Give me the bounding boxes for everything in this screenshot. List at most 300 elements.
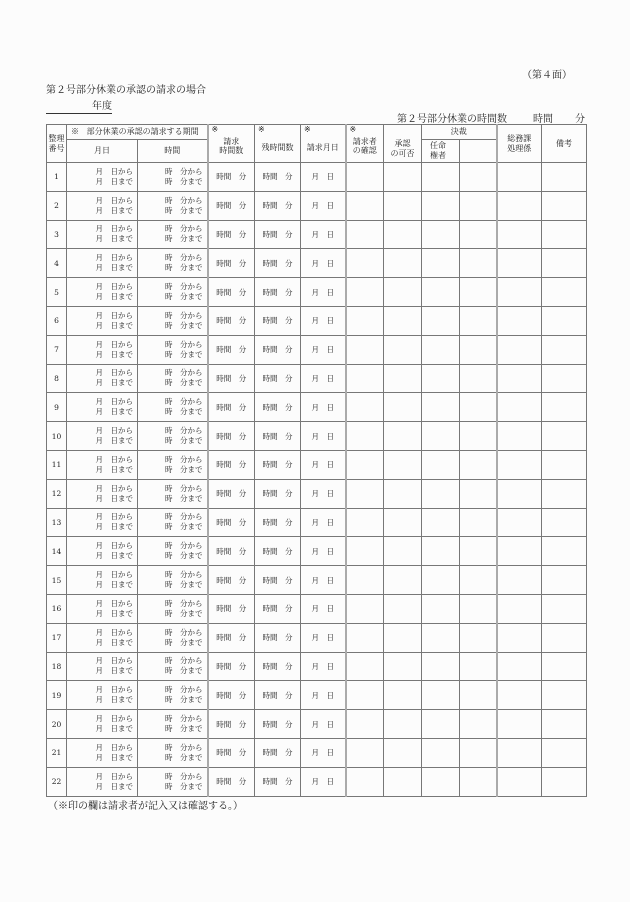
appointer-cell[interactable] xyxy=(422,278,460,307)
remaining-hours-cell[interactable]: 時間 分 xyxy=(255,738,301,767)
period-time-cell[interactable]: 時 分から 時 分まで xyxy=(138,220,208,249)
remarks-cell[interactable] xyxy=(542,681,587,710)
table-row xyxy=(47,710,587,739)
period-date-cell[interactable]: 月 日から 月 日まで xyxy=(67,479,138,508)
requested-hours-cell[interactable]: 時間 分 xyxy=(208,393,255,422)
general-affairs-cell[interactable] xyxy=(497,393,542,422)
remarks-cell[interactable] xyxy=(542,537,587,566)
row-number: 4 xyxy=(47,249,67,278)
general-affairs-cell[interactable] xyxy=(497,681,542,710)
approval-cell[interactable] xyxy=(384,594,422,623)
requester-confirm-cell[interactable] xyxy=(346,537,384,566)
requester-confirm-cell[interactable] xyxy=(346,652,384,681)
appointer-cell[interactable] xyxy=(422,623,460,652)
remarks-cell[interactable] xyxy=(542,594,587,623)
requested-hours-cell[interactable]: 時間 分 xyxy=(208,220,255,249)
period-date-cell[interactable]: 月 日から 月 日まで xyxy=(67,422,138,451)
approval-cell[interactable] xyxy=(384,220,422,249)
remaining-hours-cell[interactable]: 時間 分 xyxy=(255,364,301,393)
appointer-cell[interactable] xyxy=(422,450,460,479)
request-date-cell[interactable]: 月 日 xyxy=(301,623,346,652)
request-date-cell[interactable]: 月 日 xyxy=(301,594,346,623)
request-date-cell[interactable]: 月 日 xyxy=(301,393,346,422)
row-number: 5 xyxy=(47,278,67,307)
requester-confirm-cell[interactable] xyxy=(346,306,384,335)
table-row xyxy=(47,767,587,796)
requested-hours-cell[interactable]: 時間 分 xyxy=(208,710,255,739)
row-number: 15 xyxy=(47,566,67,595)
row-number: 16 xyxy=(47,594,67,623)
appointer-cell[interactable] xyxy=(422,710,460,739)
remaining-hours-cell[interactable]: 時間 分 xyxy=(255,335,301,364)
requested-hours-cell[interactable]: 時間 分 xyxy=(208,306,255,335)
header-request-date: ※ 請求月日 xyxy=(301,125,346,163)
period-date-cell[interactable]: 月 日から 月 日まで xyxy=(67,738,138,767)
decision-blank-cell[interactable] xyxy=(460,335,497,364)
remaining-hours-cell[interactable]: 時間 分 xyxy=(255,393,301,422)
hours-summary xyxy=(397,110,585,125)
requested-hours-cell[interactable]: 時間 分 xyxy=(208,479,255,508)
requester-confirm-cell[interactable] xyxy=(346,479,384,508)
remarks-cell[interactable] xyxy=(542,566,587,595)
decision-blank-cell[interactable] xyxy=(460,364,497,393)
appointer-cell[interactable] xyxy=(422,767,460,796)
approval-cell[interactable] xyxy=(384,306,422,335)
requester-confirm-cell[interactable] xyxy=(346,450,384,479)
decision-blank-cell[interactable] xyxy=(460,163,497,192)
header-requester-confirm: ※ 請求者 の確認 xyxy=(346,125,384,163)
period-time-cell[interactable]: 時 分から 時 分まで xyxy=(138,306,208,335)
period-time-cell[interactable]: 時 分から 時 分まで xyxy=(138,710,208,739)
period-date-cell[interactable]: 月 日から 月 日まで xyxy=(67,537,138,566)
table-row xyxy=(47,220,587,249)
requester-confirm-cell[interactable] xyxy=(346,249,384,278)
row-number: 10 xyxy=(47,422,67,451)
period-time-cell[interactable]: 時 分から 時 分まで xyxy=(138,508,208,537)
general-affairs-cell[interactable] xyxy=(497,249,542,278)
header-approval: 承認 の可否 xyxy=(384,125,422,163)
form-title: 第２号部分休業の承認の請求の場合 xyxy=(46,85,206,96)
period-time-cell[interactable]: 時 分から 時 分まで xyxy=(138,537,208,566)
remarks-cell[interactable] xyxy=(542,623,587,652)
requester-confirm-cell[interactable] xyxy=(346,594,384,623)
appointer-cell[interactable] xyxy=(422,249,460,278)
row-number: 9 xyxy=(47,393,67,422)
decision-blank-cell[interactable] xyxy=(460,537,497,566)
fiscal-year-field[interactable] xyxy=(46,97,112,114)
approval-cell[interactable] xyxy=(384,163,422,192)
general-affairs-cell[interactable] xyxy=(497,623,542,652)
table-row xyxy=(47,681,587,710)
remarks-cell[interactable] xyxy=(542,278,587,307)
appointer-cell[interactable] xyxy=(422,306,460,335)
decision-blank-cell[interactable] xyxy=(460,681,497,710)
approval-cell[interactable] xyxy=(384,278,422,307)
requester-confirm-cell[interactable] xyxy=(346,422,384,451)
period-date-cell[interactable]: 月 日から 月 日まで xyxy=(67,249,138,278)
table-row xyxy=(47,278,587,307)
remaining-hours-cell[interactable]: 時間 分 xyxy=(255,652,301,681)
general-affairs-cell[interactable] xyxy=(497,767,542,796)
request-date-cell[interactable]: 月 日 xyxy=(301,163,346,192)
table-row xyxy=(47,508,587,537)
row-number: 11 xyxy=(47,450,67,479)
period-time-cell[interactable]: 時 分から 時 分まで xyxy=(138,479,208,508)
remaining-hours-cell[interactable]: 時間 分 xyxy=(255,479,301,508)
period-time-cell[interactable]: 時 分から 時 分まで xyxy=(138,738,208,767)
appointer-cell[interactable] xyxy=(422,594,460,623)
period-time-cell[interactable]: 時 分から 時 分まで xyxy=(138,623,208,652)
requested-hours-cell[interactable]: 時間 分 xyxy=(208,364,255,393)
request-date-cell[interactable]: 月 日 xyxy=(301,710,346,739)
approval-cell[interactable] xyxy=(384,335,422,364)
appointer-cell[interactable] xyxy=(422,566,460,595)
decision-blank-cell[interactable] xyxy=(460,710,497,739)
decision-blank-cell[interactable] xyxy=(460,422,497,451)
table-row xyxy=(47,335,587,364)
approval-cell[interactable] xyxy=(384,681,422,710)
requested-hours-cell[interactable]: 時間 分 xyxy=(208,767,255,796)
header-appointer: 任命 権者 xyxy=(422,140,460,163)
appointer-cell[interactable] xyxy=(422,163,460,192)
hours-summary-hours-unit: 時間 xyxy=(533,114,553,125)
approval-cell[interactable] xyxy=(384,566,422,595)
remaining-hours-cell[interactable]: 時間 分 xyxy=(255,623,301,652)
general-affairs-cell[interactable] xyxy=(497,422,542,451)
table-row xyxy=(47,306,587,335)
remaining-hours-cell[interactable]: 時間 分 xyxy=(255,278,301,307)
decision-blank-cell[interactable] xyxy=(460,306,497,335)
table-row xyxy=(47,163,587,192)
appointer-cell[interactable] xyxy=(422,738,460,767)
decision-blank-cell[interactable] xyxy=(460,393,497,422)
general-affairs-cell[interactable] xyxy=(497,594,542,623)
appointer-cell[interactable] xyxy=(422,537,460,566)
appointer-cell[interactable] xyxy=(422,220,460,249)
request-date-cell[interactable]: 月 日 xyxy=(301,508,346,537)
table-row xyxy=(47,364,587,393)
row-number: 8 xyxy=(47,364,67,393)
period-date-cell[interactable]: 月 日から 月 日まで xyxy=(67,335,138,364)
table-row xyxy=(47,450,587,479)
period-date-cell[interactable]: 月 日から 月 日まで xyxy=(67,681,138,710)
remaining-hours-cell[interactable]: 時間 分 xyxy=(255,508,301,537)
decision-blank-cell[interactable] xyxy=(460,220,497,249)
period-time-cell[interactable]: 時 分から 時 分まで xyxy=(138,594,208,623)
page-number-label: （第４面） xyxy=(522,70,572,81)
approval-cell[interactable] xyxy=(384,393,422,422)
decision-blank-cell[interactable] xyxy=(460,594,497,623)
requester-confirm-cell[interactable] xyxy=(346,566,384,595)
approval-cell[interactable] xyxy=(384,364,422,393)
requested-hours-cell[interactable]: 時間 分 xyxy=(208,163,255,192)
remarks-cell[interactable] xyxy=(542,767,587,796)
approval-cell[interactable] xyxy=(384,623,422,652)
general-affairs-cell[interactable] xyxy=(497,278,542,307)
remaining-hours-cell[interactable]: 時間 分 xyxy=(255,710,301,739)
period-time-cell[interactable]: 時 分から 時 分まで xyxy=(138,249,208,278)
approval-cell[interactable] xyxy=(384,479,422,508)
remarks-cell[interactable] xyxy=(542,450,587,479)
period-date-cell[interactable]: 月 日から 月 日まで xyxy=(67,767,138,796)
period-time-cell[interactable]: 時 分から 時 分まで xyxy=(138,163,208,192)
remaining-hours-cell[interactable]: 時間 分 xyxy=(255,306,301,335)
remarks-cell[interactable] xyxy=(542,364,587,393)
period-date-cell[interactable]: 月 日から 月 日まで xyxy=(67,220,138,249)
decision-blank-cell[interactable] xyxy=(460,479,497,508)
row-number: 18 xyxy=(47,652,67,681)
row-number: 6 xyxy=(47,306,67,335)
approval-cell[interactable] xyxy=(384,508,422,537)
request-date-cell[interactable]: 月 日 xyxy=(301,479,346,508)
requester-confirm-cell[interactable] xyxy=(346,710,384,739)
requester-confirm-cell[interactable] xyxy=(346,278,384,307)
period-date-cell[interactable]: 月 日から 月 日まで xyxy=(67,710,138,739)
header-seq-no: 整理 番号 xyxy=(47,125,67,163)
row-number: 14 xyxy=(47,537,67,566)
remaining-hours-cell[interactable]: 時間 分 xyxy=(255,450,301,479)
period-time-cell[interactable]: 時 分から 時 分まで xyxy=(138,364,208,393)
requester-confirm-cell[interactable] xyxy=(346,364,384,393)
period-date-cell[interactable]: 月 日から 月 日まで xyxy=(67,623,138,652)
header-date: 月日 xyxy=(67,140,138,163)
request-date-cell[interactable]: 月 日 xyxy=(301,537,346,566)
period-date-cell[interactable]: 月 日から 月 日まで xyxy=(67,393,138,422)
decision-blank-cell[interactable] xyxy=(460,249,497,278)
remaining-hours-cell[interactable]: 時間 分 xyxy=(255,163,301,192)
header-decision: 決裁 xyxy=(422,125,497,140)
appointer-cell[interactable] xyxy=(422,364,460,393)
remarks-cell[interactable] xyxy=(542,652,587,681)
remarks-cell[interactable] xyxy=(542,422,587,451)
table-row xyxy=(47,566,587,595)
period-time-cell[interactable]: 時 分から 時 分まで xyxy=(138,278,208,307)
requested-hours-cell[interactable]: 時間 分 xyxy=(208,566,255,595)
approval-cell[interactable] xyxy=(384,710,422,739)
general-affairs-cell[interactable] xyxy=(497,191,542,220)
general-affairs-cell[interactable] xyxy=(497,220,542,249)
approval-cell[interactable] xyxy=(384,537,422,566)
appointer-cell[interactable] xyxy=(422,652,460,681)
request-date-cell[interactable]: 月 日 xyxy=(301,278,346,307)
general-affairs-cell[interactable] xyxy=(497,364,542,393)
request-date-cell[interactable]: 月 日 xyxy=(301,767,346,796)
period-time-cell[interactable]: 時 分から 時 分まで xyxy=(138,393,208,422)
requested-hours-cell[interactable]: 時間 分 xyxy=(208,249,255,278)
fiscal-year-label: 年度 xyxy=(92,101,112,112)
requested-hours-cell[interactable]: 時間 分 xyxy=(208,681,255,710)
period-date-cell[interactable]: 月 日から 月 日まで xyxy=(67,306,138,335)
period-time-cell[interactable]: 時 分から 時 分まで xyxy=(138,335,208,364)
requester-confirm-cell[interactable] xyxy=(346,393,384,422)
remarks-cell[interactable] xyxy=(542,249,587,278)
approval-cell[interactable] xyxy=(384,652,422,681)
requested-hours-cell[interactable]: 時間 分 xyxy=(208,508,255,537)
approval-cell[interactable] xyxy=(384,767,422,796)
period-time-cell[interactable]: 時 分から 時 分まで xyxy=(138,450,208,479)
hours-summary-label: 第２号部分休業の時間数 xyxy=(397,114,507,125)
decision-blank-cell[interactable] xyxy=(460,767,497,796)
remaining-hours-cell[interactable]: 時間 分 xyxy=(255,566,301,595)
requester-confirm-cell[interactable] xyxy=(346,191,384,220)
table-row xyxy=(47,479,587,508)
table-row xyxy=(47,738,587,767)
decision-blank-cell[interactable] xyxy=(460,566,497,595)
requested-hours-cell[interactable]: 時間 分 xyxy=(208,623,255,652)
remaining-hours-cell[interactable]: 時間 分 xyxy=(255,594,301,623)
remarks-cell[interactable] xyxy=(542,335,587,364)
approval-cell[interactable] xyxy=(384,191,422,220)
requested-hours-cell[interactable]: 時間 分 xyxy=(208,537,255,566)
table-row xyxy=(47,623,587,652)
appointer-cell[interactable] xyxy=(422,681,460,710)
approval-cell[interactable] xyxy=(384,450,422,479)
request-date-cell[interactable]: 月 日 xyxy=(301,335,346,364)
requester-confirm-cell[interactable] xyxy=(346,163,384,192)
period-time-cell[interactable]: 時 分から 時 分まで xyxy=(138,767,208,796)
remarks-cell[interactable] xyxy=(542,393,587,422)
approval-cell[interactable] xyxy=(384,249,422,278)
header-remaining-hours: ※ 残時間数 xyxy=(255,125,301,163)
remaining-hours-cell[interactable]: 時間 分 xyxy=(255,422,301,451)
period-time-cell[interactable]: 時 分から 時 分まで xyxy=(138,191,208,220)
period-date-cell[interactable]: 月 日から 月 日まで xyxy=(67,652,138,681)
general-affairs-cell[interactable] xyxy=(497,566,542,595)
request-date-cell[interactable]: 月 日 xyxy=(301,191,346,220)
requested-hours-cell[interactable]: 時間 分 xyxy=(208,191,255,220)
period-time-cell[interactable]: 時 分から 時 分まで xyxy=(138,652,208,681)
period-time-cell[interactable]: 時 分から 時 分まで xyxy=(138,422,208,451)
appointer-cell[interactable] xyxy=(422,335,460,364)
request-date-cell[interactable]: 月 日 xyxy=(301,738,346,767)
header-period: ※ 部分休業の承認の請求する期間 xyxy=(67,125,208,140)
table-row xyxy=(47,422,587,451)
period-date-cell[interactable]: 月 日から 月 日まで xyxy=(67,566,138,595)
period-date-cell[interactable]: 月 日から 月 日まで xyxy=(67,163,138,192)
period-time-cell[interactable]: 時 分から 時 分まで xyxy=(138,681,208,710)
appointer-cell[interactable] xyxy=(422,393,460,422)
request-date-cell[interactable]: 月 日 xyxy=(301,364,346,393)
remaining-hours-cell[interactable]: 時間 分 xyxy=(255,537,301,566)
requester-confirm-cell[interactable] xyxy=(346,508,384,537)
request-date-cell[interactable]: 月 日 xyxy=(301,306,346,335)
period-date-cell[interactable]: 月 日から 月 日まで xyxy=(67,364,138,393)
row-number: 12 xyxy=(47,479,67,508)
general-affairs-cell[interactable] xyxy=(497,508,542,537)
decision-blank-cell[interactable] xyxy=(460,652,497,681)
requester-confirm-cell[interactable] xyxy=(346,220,384,249)
requester-confirm-cell[interactable] xyxy=(346,335,384,364)
row-number: 2 xyxy=(47,191,67,220)
decision-blank-cell[interactable] xyxy=(460,508,497,537)
general-affairs-cell[interactable] xyxy=(497,710,542,739)
table-row xyxy=(47,191,587,220)
period-date-cell[interactable]: 月 日から 月 日まで xyxy=(67,594,138,623)
remarks-cell[interactable] xyxy=(542,220,587,249)
remarks-cell[interactable] xyxy=(542,163,587,192)
appointer-cell[interactable] xyxy=(422,191,460,220)
header-time: 時間 xyxy=(138,140,208,163)
general-affairs-cell[interactable] xyxy=(497,163,542,192)
decision-blank-cell[interactable] xyxy=(460,738,497,767)
table-row xyxy=(47,652,587,681)
general-affairs-cell[interactable] xyxy=(497,652,542,681)
request-date-cell[interactable]: 月 日 xyxy=(301,566,346,595)
requester-confirm-cell[interactable] xyxy=(346,767,384,796)
request-date-cell[interactable]: 月 日 xyxy=(301,450,346,479)
row-number: 22 xyxy=(47,767,67,796)
period-time-cell[interactable]: 時 分から 時 分まで xyxy=(138,566,208,595)
remarks-cell[interactable] xyxy=(542,306,587,335)
period-date-cell[interactable]: 月 日から 月 日まで xyxy=(67,278,138,307)
request-date-cell[interactable]: 月 日 xyxy=(301,220,346,249)
general-affairs-cell[interactable] xyxy=(497,306,542,335)
row-number: 3 xyxy=(47,220,67,249)
general-affairs-cell[interactable] xyxy=(497,738,542,767)
requested-hours-cell[interactable]: 時間 分 xyxy=(208,422,255,451)
appointer-cell[interactable] xyxy=(422,422,460,451)
general-affairs-cell[interactable] xyxy=(497,450,542,479)
general-affairs-cell[interactable] xyxy=(497,335,542,364)
requested-hours-cell[interactable]: 時間 分 xyxy=(208,335,255,364)
requested-hours-cell[interactable]: 時間 分 xyxy=(208,738,255,767)
approval-cell[interactable] xyxy=(384,422,422,451)
remarks-cell[interactable] xyxy=(542,508,587,537)
row-number: 1 xyxy=(47,163,67,192)
remaining-hours-cell[interactable]: 時間 分 xyxy=(255,767,301,796)
remaining-hours-cell[interactable]: 時間 分 xyxy=(255,220,301,249)
remarks-cell[interactable] xyxy=(542,479,587,508)
row-number: 7 xyxy=(47,335,67,364)
footnote: （※印の欄は請求者が記入又は確認する。） xyxy=(48,801,243,812)
period-date-cell[interactable]: 月 日から 月 日まで xyxy=(67,191,138,220)
remaining-hours-cell[interactable]: 時間 分 xyxy=(255,249,301,278)
period-date-cell[interactable]: 月 日から 月 日まで xyxy=(67,450,138,479)
appointer-cell[interactable] xyxy=(422,479,460,508)
request-date-cell[interactable]: 月 日 xyxy=(301,249,346,278)
decision-blank-cell[interactable] xyxy=(460,191,497,220)
period-date-cell[interactable]: 月 日から 月 日まで xyxy=(67,508,138,537)
requester-confirm-cell[interactable] xyxy=(346,681,384,710)
general-affairs-cell[interactable] xyxy=(497,479,542,508)
general-affairs-cell[interactable] xyxy=(497,537,542,566)
requested-hours-cell[interactable]: 時間 分 xyxy=(208,278,255,307)
table-row xyxy=(47,537,587,566)
decision-blank-cell[interactable] xyxy=(460,623,497,652)
remaining-hours-cell[interactable]: 時間 分 xyxy=(255,681,301,710)
table-row xyxy=(47,594,587,623)
row-number: 17 xyxy=(47,623,67,652)
requester-confirm-cell[interactable] xyxy=(346,738,384,767)
request-date-cell[interactable]: 月 日 xyxy=(301,652,346,681)
request-date-cell[interactable]: 月 日 xyxy=(301,681,346,710)
approval-cell[interactable] xyxy=(384,738,422,767)
requested-hours-cell[interactable]: 時間 分 xyxy=(208,450,255,479)
requester-confirm-cell[interactable] xyxy=(346,623,384,652)
request-date-cell[interactable]: 月 日 xyxy=(301,422,346,451)
remarks-cell[interactable] xyxy=(542,710,587,739)
appointer-cell[interactable] xyxy=(422,508,460,537)
remarks-cell[interactable] xyxy=(542,738,587,767)
header-remarks: 備考 xyxy=(542,125,587,163)
decision-blank-cell[interactable] xyxy=(460,278,497,307)
requested-hours-cell[interactable]: 時間 分 xyxy=(208,594,255,623)
remarks-cell[interactable] xyxy=(542,191,587,220)
remaining-hours-cell[interactable]: 時間 分 xyxy=(255,191,301,220)
header-requested-hours: ※ 請求 時間数 xyxy=(208,125,255,163)
decision-blank-cell[interactable] xyxy=(460,450,497,479)
requested-hours-cell[interactable]: 時間 分 xyxy=(208,652,255,681)
